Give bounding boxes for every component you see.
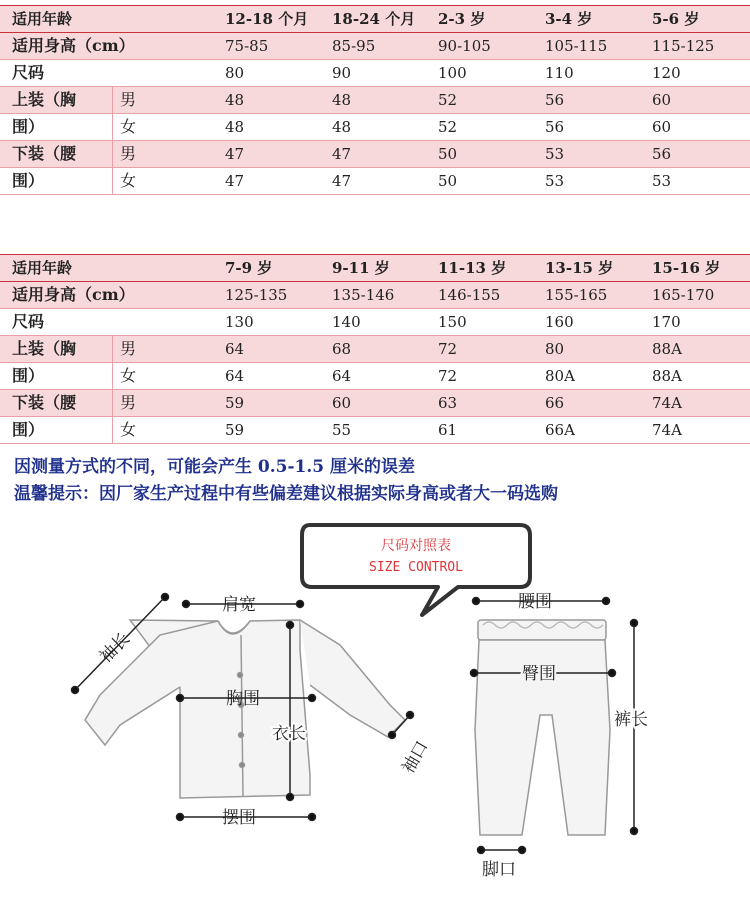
measurement-diagram — [0, 515, 750, 897]
bottom-label-1: 下装（腰 — [12, 393, 77, 412]
height-col3: 146-155 — [438, 286, 501, 304]
size-col2: 140 — [332, 313, 361, 331]
header-age: 适用年龄 — [12, 259, 73, 277]
top-male-col4: 80 — [545, 340, 565, 358]
top-male-col3: 52 — [438, 91, 458, 109]
sex-column-divider — [112, 336, 113, 444]
bottom-male-col1: 47 — [225, 145, 245, 163]
bottom-female-col2: 47 — [332, 172, 352, 190]
height-col2: 135-146 — [332, 286, 395, 304]
bottom-male-col4: 66 — [545, 394, 565, 412]
height-col4: 105-115 — [545, 37, 608, 55]
bottom-female-label: 女 — [120, 171, 137, 190]
bottom-female-col4: 66A — [545, 421, 575, 439]
jacket-illustration — [85, 620, 405, 798]
bottom-label-1: 下装（腰 — [12, 144, 77, 163]
bottom-female-col2: 55 — [332, 421, 352, 439]
size-col3: 100 — [438, 64, 467, 82]
bubble-subtitle: SIZE CONTROL — [369, 560, 463, 575]
hip-label: 臀围 — [522, 664, 556, 684]
cuff-label: 袖口 — [398, 737, 433, 778]
bottom-female-col1: 47 — [225, 172, 245, 190]
table1-height-row — [0, 33, 750, 60]
table1-header-row — [0, 5, 750, 33]
top-male-label: 男 — [120, 90, 137, 109]
ankle-label: 脚口 — [482, 860, 516, 880]
top-female-col4: 56 — [545, 118, 565, 136]
height-label: 适用身高（cm） — [12, 285, 135, 304]
bottom-female-col3: 50 — [438, 172, 458, 190]
top-male-col4: 56 — [545, 91, 565, 109]
size-col4: 160 — [545, 313, 574, 331]
bottom-label-2: 围） — [12, 420, 45, 439]
size-col5: 170 — [652, 313, 681, 331]
table2-height-row — [0, 282, 750, 309]
top-female-col2: 64 — [332, 367, 352, 385]
bottom-male-col3: 63 — [438, 394, 458, 412]
header-col1: 7-9 岁 — [225, 259, 273, 277]
size-col4: 110 — [545, 64, 574, 82]
pants-length-label: 裤长 — [614, 710, 648, 730]
top-female-col3: 52 — [438, 118, 458, 136]
header-col3: 11-13 岁 — [438, 259, 507, 277]
bottom-male-col2: 60 — [332, 394, 352, 412]
header-col4: 3-4 岁 — [545, 10, 593, 28]
top-male-col2: 48 — [332, 91, 352, 109]
header-col2: 9-11 岁 — [332, 259, 390, 277]
height-col5: 165-170 — [652, 286, 715, 304]
header-col1: 12-18 个月 — [225, 10, 309, 28]
height-col2: 85-95 — [332, 37, 376, 55]
sex-column-divider — [112, 87, 113, 195]
header-col3: 2-3 岁 — [438, 10, 486, 28]
bottom-female-col5: 74A — [652, 421, 682, 439]
top-male-col2: 68 — [332, 340, 352, 358]
top-label-2: 围） — [12, 366, 45, 385]
size-col5: 120 — [652, 64, 681, 82]
top-label-2: 围） — [12, 117, 45, 136]
top-male-col5: 60 — [652, 91, 672, 109]
bottom-male-label: 男 — [120, 144, 137, 163]
height-col1: 75-85 — [225, 37, 269, 55]
top-female-col1: 48 — [225, 118, 245, 136]
header-col5: 5-6 岁 — [652, 10, 700, 28]
height-col5: 115-125 — [652, 37, 715, 55]
header-age: 适用年龄 — [12, 10, 73, 28]
bottom-male-col4: 53 — [545, 145, 565, 163]
bottom-female-col4: 53 — [545, 172, 565, 190]
top-female-col1: 64 — [225, 367, 245, 385]
bottom-female-col5: 53 — [652, 172, 672, 190]
size-label: 尺码 — [12, 312, 45, 331]
hem-label: 摆围 — [222, 808, 256, 828]
waist-label: 腰围 — [518, 592, 552, 612]
size-col1: 130 — [225, 313, 254, 331]
top-label-1: 上装（胸 — [12, 90, 77, 109]
top-female-col5: 88A — [652, 367, 682, 385]
height-col1: 125-135 — [225, 286, 288, 304]
bottom-label-2: 围） — [12, 171, 45, 190]
size-col3: 150 — [438, 313, 467, 331]
table1-size-row — [0, 60, 750, 87]
bubble-title: 尺码对照表 — [381, 538, 451, 554]
measurement-error-note: 因测量方式的不同，可能会产生 0.5-1.5 厘米的误差 — [14, 457, 416, 477]
sleeve-length-label: 袖长 — [95, 628, 135, 668]
top-female-col4: 80A — [545, 367, 575, 385]
height-col3: 90-105 — [438, 37, 491, 55]
top-male-col1: 48 — [225, 91, 245, 109]
body-length-label: 衣长 — [272, 724, 306, 744]
height-col4: 155-165 — [545, 286, 608, 304]
top-label-1: 上装（胸 — [12, 339, 77, 358]
size-col2: 90 — [332, 64, 352, 82]
header-col5: 15-16 岁 — [652, 259, 721, 277]
bottom-female-col3: 61 — [438, 421, 458, 439]
height-label: 适用身高（cm） — [12, 36, 135, 55]
chest-label: 胸围 — [226, 689, 260, 709]
bottom-male-col5: 74A — [652, 394, 682, 412]
shoulder-width-label: 肩宽 — [222, 595, 256, 615]
top-male-col3: 72 — [438, 340, 458, 358]
top-female-label: 女 — [120, 366, 137, 385]
sizing-tip-note: 温馨提示：因厂家生产过程中有些偏差建议根据实际身高或者大一码选购 — [14, 484, 558, 504]
header-col2: 18-24 个月 — [332, 10, 416, 28]
bottom-male-col3: 50 — [438, 145, 458, 163]
top-male-col1: 64 — [225, 340, 245, 358]
bottom-male-label: 男 — [120, 393, 137, 412]
size-col1: 80 — [225, 64, 245, 82]
top-male-col5: 88A — [652, 340, 682, 358]
top-male-label: 男 — [120, 339, 137, 358]
bottom-male-col5: 56 — [652, 145, 672, 163]
table2-header-row — [0, 254, 750, 282]
top-female-label: 女 — [120, 117, 137, 136]
table2-size-row — [0, 309, 750, 336]
pants-illustration — [475, 620, 610, 835]
bottom-male-col1: 59 — [225, 394, 245, 412]
top-female-col3: 72 — [438, 367, 458, 385]
bottom-male-col2: 47 — [332, 145, 352, 163]
size-label: 尺码 — [12, 63, 45, 82]
top-female-col2: 48 — [332, 118, 352, 136]
header-col4: 13-15 岁 — [545, 259, 614, 277]
top-female-col5: 60 — [652, 118, 672, 136]
bottom-female-label: 女 — [120, 420, 137, 439]
bottom-female-col1: 59 — [225, 421, 245, 439]
